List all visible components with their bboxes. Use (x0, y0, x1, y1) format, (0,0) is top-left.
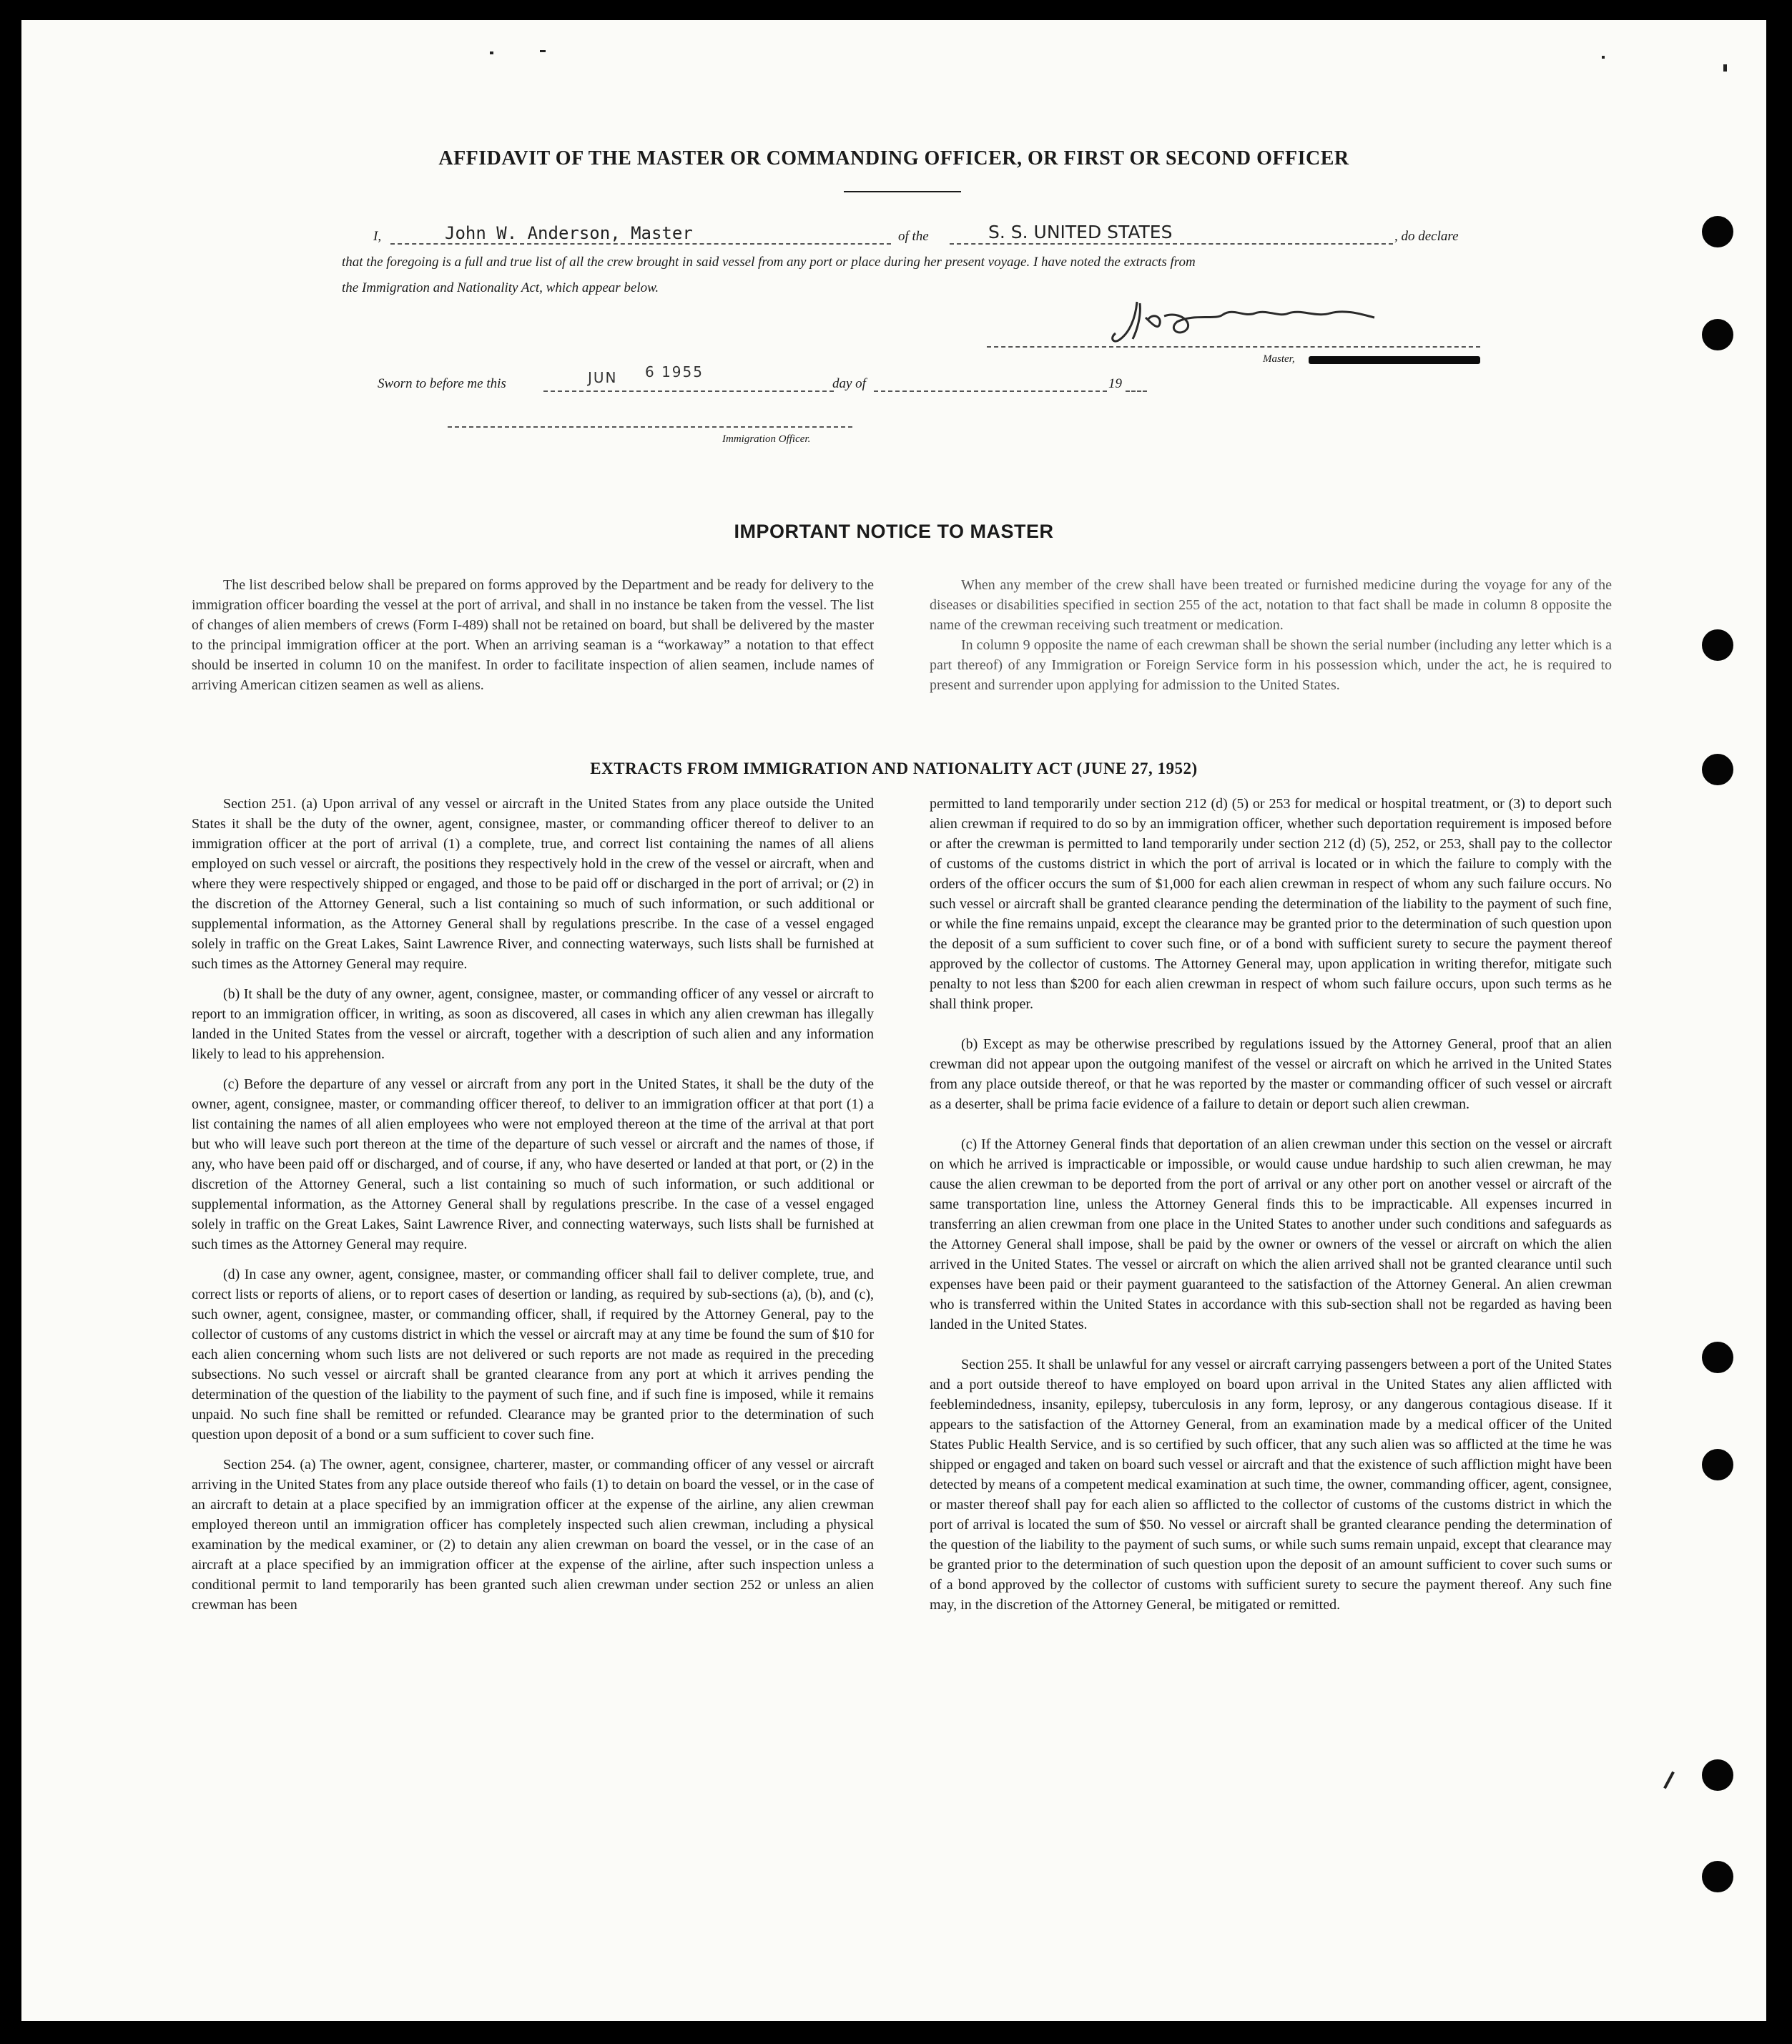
scan-speck (540, 50, 546, 52)
section-254a: Section 254. (a) The owner, agent, consignee, charterer, master, or commanding officer of any vessel or aircraft arriving in the United States from any place outside thereof who fails (1) to detain on board the vessel, or in the case of an aircraft to detain at a place specified by an immigration officer at the expense of the airline, any alien crewman employed thereon until an immigration officer has completely inspected such alien crewman, including a physical examination by the medical examiner, or (2) to detain any alien crewman on board the vessel, or in the case of an aircraft at a place specified by an immigration officer at the expense of the airline, after such inspection unless a conditional permit to land temporarily has been granted such alien crewman under section 252 or unless an alien crewman has been (192, 1457, 874, 1613)
punch-hole (1702, 1861, 1733, 1892)
officer-signature-line (448, 426, 852, 428)
section-255: Section 255. It shall be unlawful for any vessel or aircraft carrying passengers between a port of the United States and a port outside thereof to have employed on board upon arrival in the United States any alien afflicted with feeblemindedness, insanity, epilepsy, tuberculosis in any form, leprosy, or any dangerous contagious disease. If it appears to the satisfaction of the Attorney General, from an examination made by a medical officer of the United States Public Health Service, and is so certified by such officer, that any such alien was so afflicted at the time he was shipped or engaged and taken on board such vessel or aircraft and that the existence of such affliction might have been detected by means of a competent medical examination at such time, the owner, commanding officer, agent, consignee, or master thereof shall pay for each alien so afflicted to the collector of customs of the customs district in which the port of arrival is located the sum of $50. No vessel or aircraft shall be granted clearance pending the determination of the question of the liability to the payment of such sums, or while such sums remain unpaid, except that clearance may be granted prior to the determination of such question upon the deposit of an amount sufficient to cover such sums or of a bond approved by the collector of customs with sufficient surety to secure the payment thereof. Any such fine may, in the discretion of the Attorney General, be mitigated or remitted. (930, 1357, 1612, 1613)
vessel-name-value: S. S. UNITED STATES (988, 222, 1173, 242)
scan-speck (490, 51, 493, 54)
sworn-stamp-month: JUN (588, 369, 618, 386)
punch-hole (1702, 629, 1733, 661)
punch-hole (1702, 216, 1733, 247)
scan-speck (1602, 56, 1605, 59)
day-of-label: day of (832, 376, 866, 391)
extracts-title: EXTRACTS FROM IMMIGRATION AND NATIONALITY ACT (JUNE 27, 1952) (590, 760, 1198, 777)
section-251a: Section 251. (a) Upon arrival of any vessel or aircraft in the United States from any place outside the United States it shall be the duty of the owner, agent, consignee, master, or commanding officer thereof to deliver to an immigration officer at the port of arrival (1) a complete, true, and correct list containing the names of all aliens employed on such vessel or aircraft, the positions they respectively hold in the crew of the vessel or aircraft, when and where they were respectively shipped or engaged, and those to be paid off or discharged in the port of arrival; or (2) in the discretion of the Attorney General, such a list containing so much of such information, or such additional or supplemental information, as the Attorney General shall by regulations prescribe. In the case of a vessel engaged solely in traffic on the Great Lakes, Saint Lawrence River, and connecting waterways, such lists shall be furnished at such times as the Attorney General may require. (192, 796, 874, 972)
notice-left-paragraph: The list described below shall be prepared on forms approved by the Department and be ready for delivery to the immigration officer boarding the vessel at the port of arrival, and shall in no instance be taken from the vessel. The list of changes of alien members of crews (Form I-489) shall not be retained on board, but shall be delivered by the master to the principal immigration officer at the port. When an arriving seaman is a “workaway” a notation to that effect should be inserted in column 10 on the manifest. In order to facilitate inspection of alien seamen, include names of arriving American citizen seamen as well as aliens. (192, 577, 874, 693)
master-name-line (390, 243, 891, 245)
notice-right-paragraph-1: When any member of the crew shall have been treated or furnished medicine during the voyage for any of the diseases or disabilities specified in section 255 of the act, notation to that fact shall be made in column 8 opposite the name of the crewman receiving such treatment or medication. (930, 577, 1612, 633)
master-label: Master, (1263, 353, 1295, 365)
section-254c: (c) If the Attorney General finds that deportation of an alien crewman under this section on the vessel or aircraft on which he arrived is impracticable or impossible, or would cause undue hardship to such alien crewman, he may cause the alien crewman to be deported from the port of arrival or any other port on another vessel or aircraft of the same transportation line, unless the Attorney General finds this to be impracticable. All expenses incurred in transferring an alien crewman from one place in the United States to another under such conditions and safeguards as the Attorney General shall impose, shall be paid by the owner or owners of the vessel or aircraft on which the alien arrived in the United States. The vessel or aircraft on which the alien arrived shall not be granted clearance until such expenses have been paid or their payment guaranteed to the satisfaction of the Attorney General. An alien crewman who is transferred within the United States in accordance with this sub-section shall not be regarded as having been landed in the United States. (930, 1136, 1612, 1332)
sworn-day-line (543, 390, 834, 392)
redaction-bar (1309, 356, 1480, 364)
master-name-value: John W. Anderson, Master (445, 223, 693, 243)
officer-label: Immigration Officer. (722, 433, 811, 445)
punch-hole (1702, 1342, 1733, 1373)
notice-left-column (192, 575, 874, 705)
punch-hole (1702, 319, 1733, 350)
section-251b: (b) It shall be the duty of any owner, agent, consignee, master, or commanding officer of any vessel or aircraft to report to an immigration officer, in writing, as soon as discovered, all cases in which any alien crewman has illegally landed in the United States from the vessel or aircraft, together with a description of such alien and any information likely to lead to his apprehension. (192, 986, 874, 1062)
punch-hole (1702, 1449, 1733, 1480)
master-signature (1108, 296, 1409, 353)
title-underline (844, 191, 961, 192)
section-254a-continued: permitted to land temporarily under section 212 (d) (5) or 253 for medical or hospital treatment, or (3) to deport such alien crewman if required to do so by an immigration officer, whether such deportation requirement is imposed before or after the crewman is permitted to land temporarily under section 212 (d) (5), 252, or 253, shall pay to the collector of customs of the customs district in which the port of arrival is located or in which the failure to comply with the orders of the officer occurs the sum of $1,000 for each alien crewman in respect of whom any such failure occurs. No such vessel or aircraft shall be granted clearance pending the determination of the liability to the payment of such fine, or while the fine remains unpaid, except the clearance may be granted prior to the determination of such question upon the deposit of a sum sufficient to cover such fine, or of a bond with sufficient surety to secure the payment thereof approved by the collector of customs. The Attorney General may, upon application in writing therefor, mitigate such penalty to not less than $200 for each alien crewman in respect of whom such failure occurs, upon such terms as he shall think proper. (930, 796, 1612, 1012)
pencil-mark (1663, 1772, 1675, 1789)
notice-title: IMPORTANT NOTICE TO MASTER (734, 521, 1054, 542)
sworn-label: Sworn to before me this (378, 376, 506, 391)
month-line (874, 390, 1107, 392)
extracts-right-column (930, 794, 1612, 1625)
year-label: 19 (1108, 376, 1122, 391)
section-254b: (b) Except as may be otherwise prescribed by regulations issued by the Attorney General, proof that an alien crewman did not appear upon the outgoing manifest of the vessel or aircraft on which he arrived in the United States from any place outside thereof, or that he was reported by the master or commanding officer of such vessel or aircraft as a deserter, shall be prima facie evidence of a failure to detain or deport such alien crewman. (930, 1036, 1612, 1112)
i-label: I, (373, 229, 382, 244)
punch-hole (1702, 1759, 1733, 1791)
vessel-name-line (950, 243, 1393, 245)
sworn-stamp-day-year: 6 1955 (645, 363, 704, 380)
extracts-left-column (192, 794, 874, 1625)
year-line (1126, 390, 1147, 392)
declaration-text-line1: that the foregoing is a full and true list of all the crew brought in said vessel from any port or place during her present voyage. I have noted the extracts from (342, 255, 1196, 270)
affidavit-title: AFFIDAVIT OF THE MASTER OR COMMANDING OFFICER, OR FIRST OR SECOND OFFICER (438, 147, 1349, 169)
master-signature-line (987, 346, 1480, 348)
declaration-text-line2: the Immigration and Nationality Act, which appear below. (342, 280, 659, 295)
scan-speck (1723, 64, 1727, 72)
document-page (21, 20, 1766, 2021)
section-251d: (d) In case any owner, agent, consignee, master, or commanding officer shall fail to deliver complete, true, and correct lists or reports of aliens, or to report cases of desertion or landing, as required by sub-sections (a), (b), and (c), such owner, agent, consignee, master, or commanding officer, shall, if required by the Attorney General, pay to the collector of customs of any customs district in which the vessel or aircraft may at any time be found the sum of $10 for each alien concerning whom such lists are not delivered or such reports are not made as required in the preceding subsections. No such vessel or aircraft shall be granted clearance from any port at which it arrives pending the determination of the question of the liability to the payment of such fine, and if such fine is imposed, while it remains unpaid. No such fine shall be remitted or refunded. Clearance may be granted prior to the determination of such question upon deposit of a bond or a sum sufficient to cover such fine. (192, 1267, 874, 1443)
section-251c: (c) Before the departure of any vessel or aircraft from any port in the United States, it shall be the duty of the owner, agent, consignee, master, or commanding officer thereof, to deliver to an immigration officer at that port (1) a list containing the names of all alien employees who were not employed thereon at the time of the arrival at that port but who will leave such port thereon at the time of the departure of such vessel or aircraft and the names of those, if any, who have been paid off or discharged, and of course, if any, who have deserted or landed at that port, or (2) in the discretion of the Attorney General, such a list containing so much of such information, or such additional or supplemental information, as the Attorney General shall by regulations prescribe. In the case of a vessel engaged solely in traffic on the Great Lakes, Saint Lawrence River, and connecting waterways, such lists shall be furnished at such times as the Attorney General may require. (192, 1076, 874, 1252)
notice-right-paragraph-2: In column 9 opposite the name of each crewman shall be shown the serial number (including any letter which is a part thereof) of any Immigration or Foreign Service form in his possession which, under the act, he is required to present and surrender upon applying for admission to the United States. (930, 637, 1612, 693)
do-declare-label: , do declare (1394, 229, 1459, 244)
notice-right-column (930, 575, 1612, 705)
of-the-label: of the (898, 229, 929, 244)
